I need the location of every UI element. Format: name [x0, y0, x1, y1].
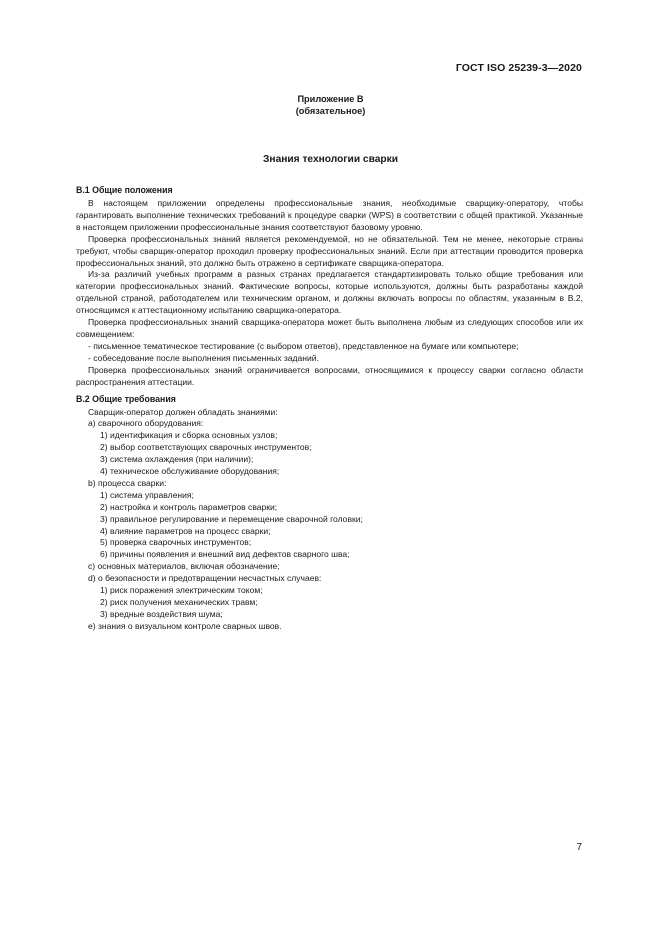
- list-item: 6) причины появления и внешний вид дефектов сварного шва;: [100, 549, 350, 560]
- page-title: Знания технологии сварки: [263, 154, 398, 165]
- list-item: 4) техническое обслуживание оборудования;: [100, 466, 280, 477]
- list-item: - собеседование после выполнения письменных заданий.: [88, 352, 319, 363]
- list-item: 2) выбор соответствующих сварочных инструментов;: [100, 442, 312, 453]
- section-heading-b2: В.2 Общие требования: [76, 393, 176, 404]
- list-item: 3) вредные воздействия шума;: [100, 608, 223, 619]
- list-item: 5) проверка сварочных инструментов;: [100, 537, 252, 548]
- paragraph: Сварщик-оператор должен обладать знаниями:: [88, 406, 278, 417]
- list-item: 3) правильное регулирование и перемещение сварочной головки;: [100, 513, 363, 524]
- list-item: - письменное тематическое тестирование (с выбором ответов), представленное на бумаге или компьютере;: [88, 340, 519, 351]
- paragraph: Проверка профессиональных знаний ограничивается вопросами, относящимися к процессу сварки согласно области распространения аттестации.: [76, 364, 583, 387]
- list-item: d) о безопасности и предотвращении несчастных случаев:: [88, 573, 322, 584]
- paragraph: В настоящем приложении определены профессиональные знания, необходимые сварщику-оператору, чтобы гарантировать выполнение технических требований к процедуре сварки (WPS) в соответствии с общей практикой. Указанные в настоящем приложении профессиональные знания соответствуют базовому уровню.: [76, 198, 583, 232]
- list-item: a) сварочного оборудования:: [88, 418, 204, 429]
- appendix-status: (обязательное): [295, 106, 366, 116]
- document-body: [76, 184, 583, 633]
- list-item: 1) система управления;: [100, 489, 194, 500]
- paragraph: Из-за различий учебных программ в разных странах предлагается стандартизировать только общие требования или категории профессиональных знаний. Фактические вопросы, которые используются, должны быть разработаны каждой отдельной страной, работодателем или техническим органом, и должны включать вопросы по областям, указанным в В.2, относящимся к аттестационному испытанию сварщика-оператора.: [76, 269, 583, 316]
- list-item: e) знания о визуальном контроле сварных швов.: [88, 620, 282, 631]
- list-item: b) процесса сварки:: [88, 477, 167, 488]
- list-item: 4) влияние параметров на процесс сварки;: [100, 525, 271, 536]
- section-heading-b1: В.1 Общие положения: [76, 185, 173, 195]
- appendix-title: Приложение В: [297, 94, 364, 104]
- list-item: c) основных материалов, включая обозначение;: [88, 561, 280, 572]
- document-code: ГОСТ ISO 25239-3—2020: [455, 62, 582, 74]
- list-item: 2) настройка и контроль параметров сварки;: [100, 501, 278, 512]
- list-item: 3) система охлаждения (при наличии);: [100, 454, 254, 465]
- paragraph: Проверка профессиональных знаний является рекомендуемой, но не обязательной. Тем не менее, некоторые страны требуют, чтобы сварщик-оператор проходил проверку профессиональных знаний. Если при аттестации проводится проверка профессиональных знаний, это должно быть отражено в сертификате сварщика-оператора.: [76, 233, 583, 268]
- list-item: 1) риск поражения электрическим током;: [100, 585, 263, 596]
- list-item: 2) риск получения механических травм;: [100, 597, 258, 607]
- page-number: 7: [576, 842, 582, 853]
- list-item: 1) идентификация и сборка основных узлов;: [100, 430, 278, 441]
- paragraph: Проверка профессиональных знаний сварщика-оператора может быть выполнена любым из следующих способов или их совмещением:: [76, 317, 583, 339]
- appendix-heading: [0, 93, 661, 117]
